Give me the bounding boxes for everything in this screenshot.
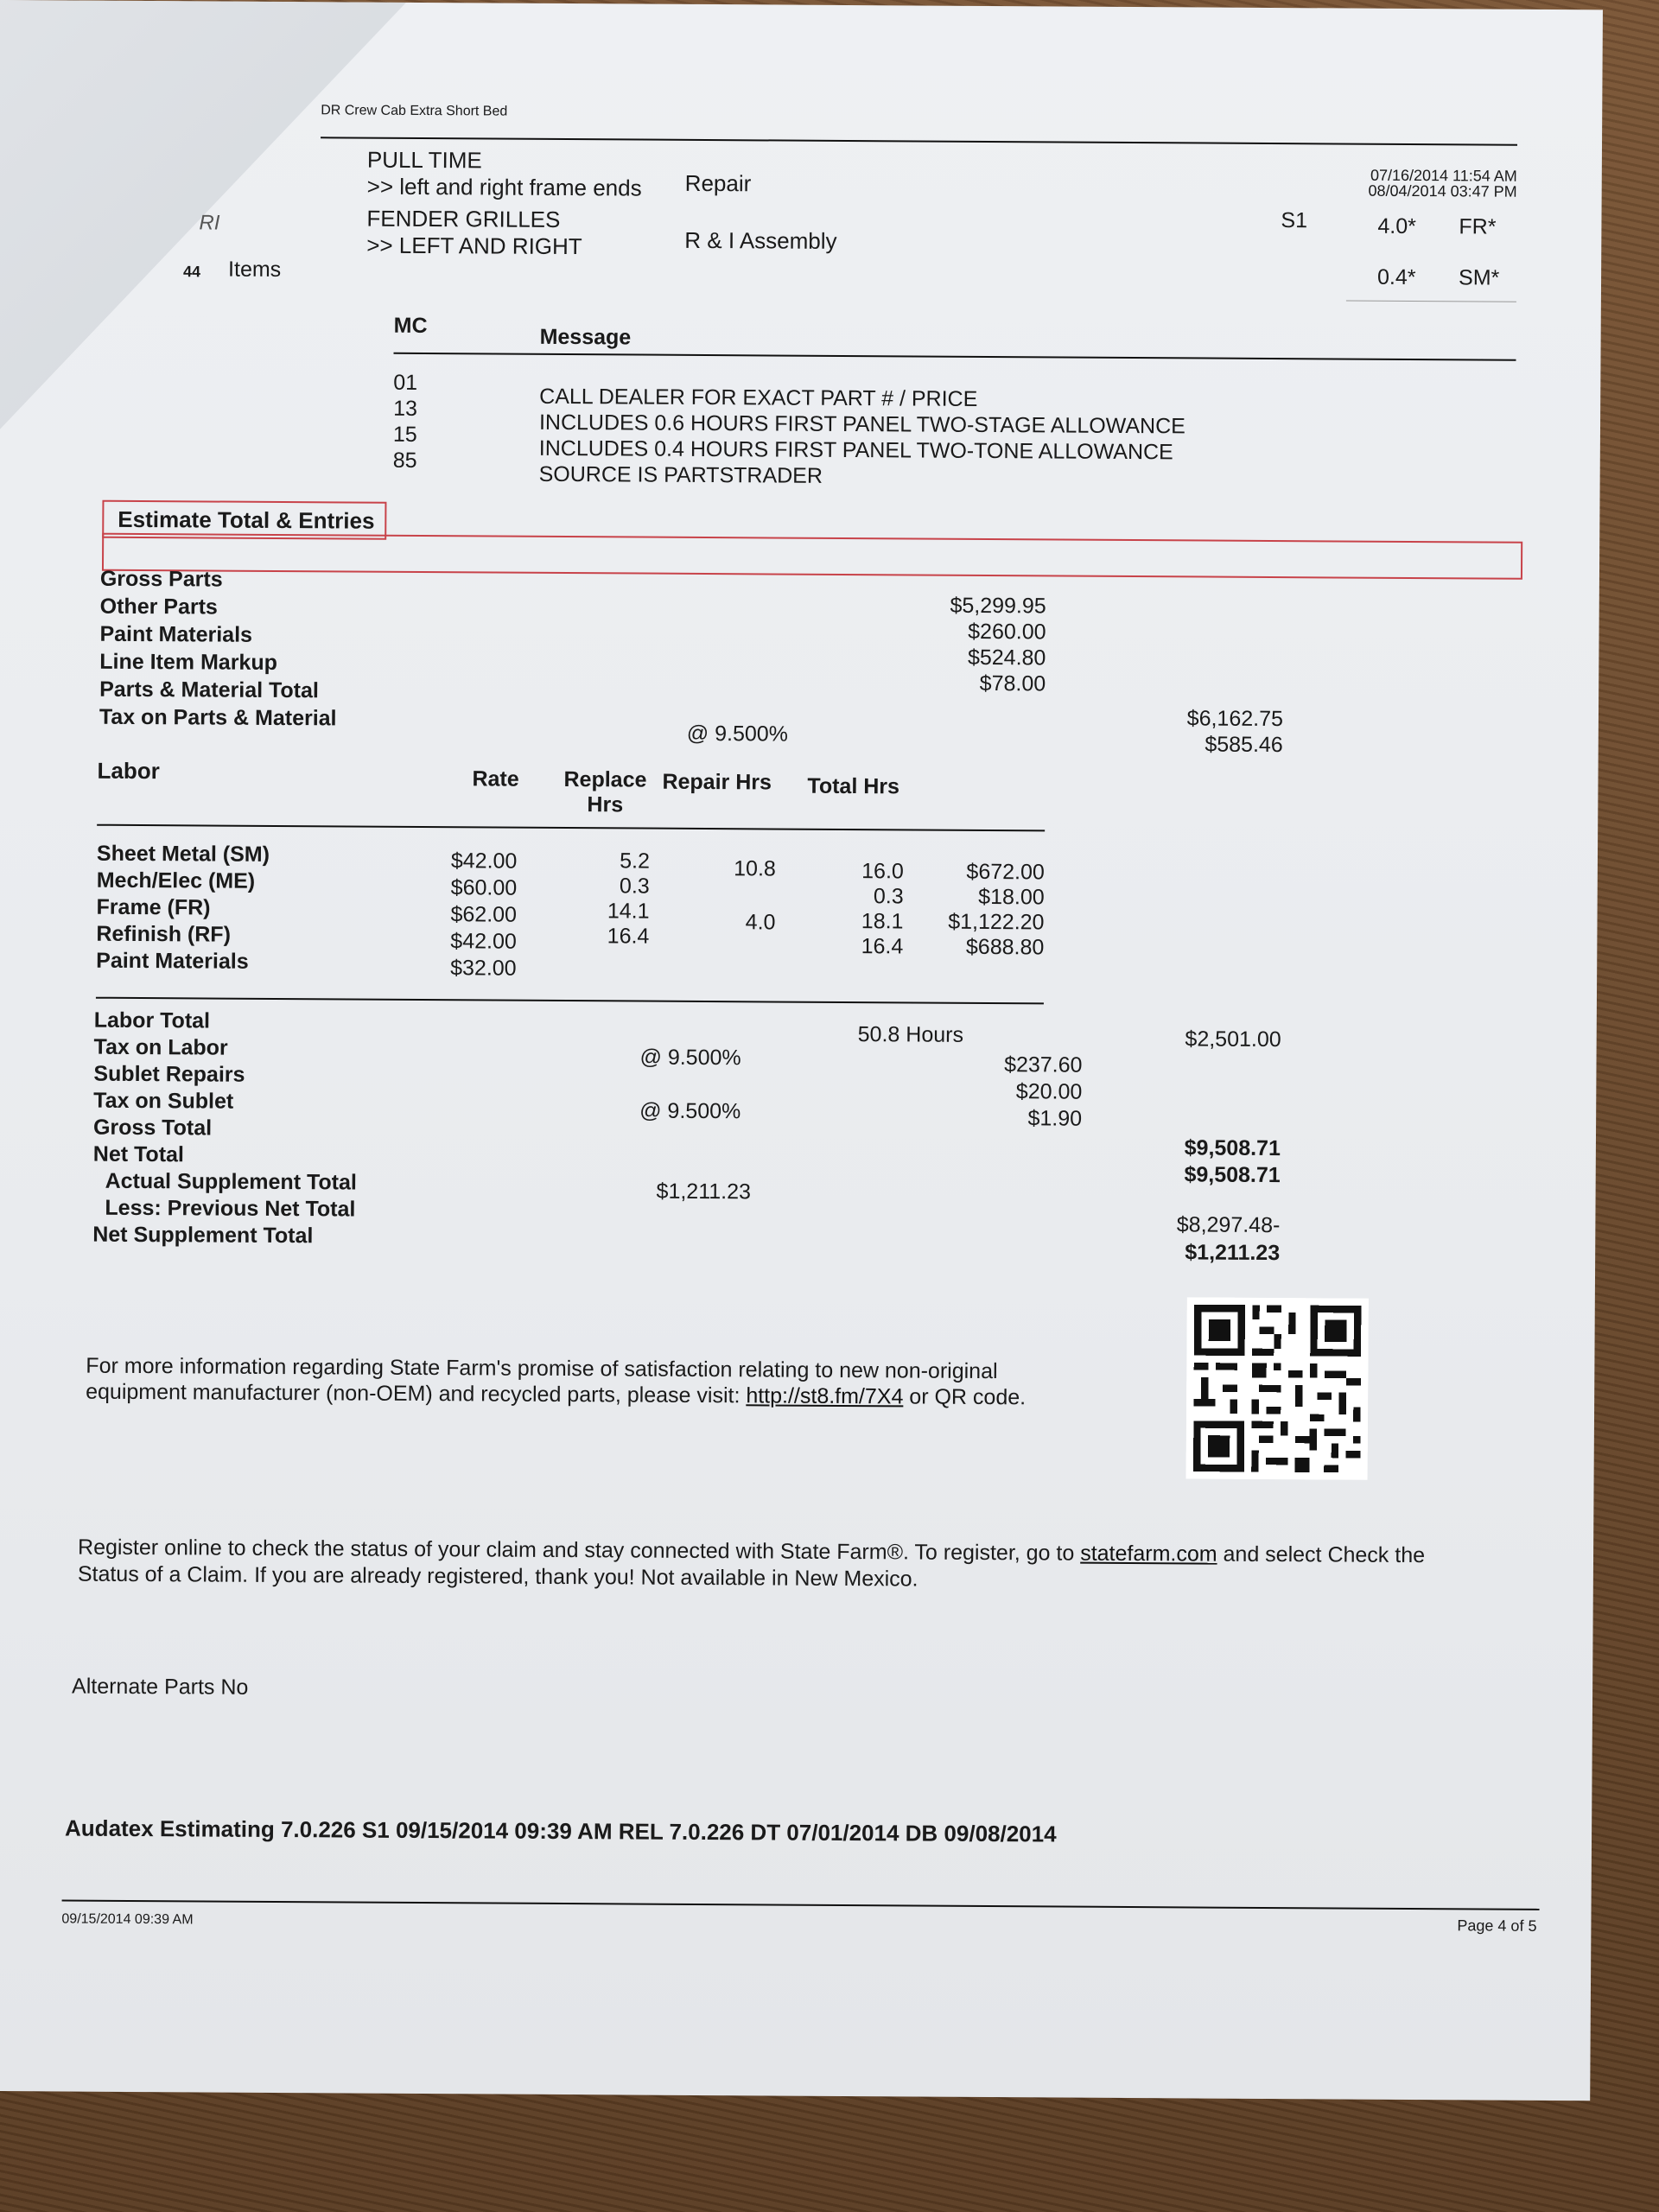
- line-item-rule: [1346, 301, 1516, 302]
- page-number: Page 4 of 5: [1457, 1916, 1537, 1935]
- message-column-header: Message: [539, 324, 632, 350]
- section-title: Estimate Total & Entries: [118, 505, 375, 534]
- labor-row-labels: Sheet Metal (SM) Mech/Elec (ME) Frame (FR) Refinish (RF) Paint Materials: [96, 841, 270, 974]
- footer-date: 09/15/2014 09:39 AM: [61, 1911, 194, 1928]
- register-notice: Register online to check the status of your claim and stay connected with State Farm®. To register, go to statefarm.com and select Check the Status of a Claim. If you are already registered, thank you! Not available in New Mexico.: [77, 1535, 1426, 1592]
- actual-supplement-value: $1,211.23: [656, 1179, 752, 1205]
- labor-header-replace: Replace Hrs: [563, 767, 647, 817]
- labor-hours-total: 50.8 Hours: [857, 1022, 964, 1047]
- summary-labels: Labor Total Tax on Labor Sublet Repairs Tax on Sublet Gross Total Net Total Actual Supplement Total Less: Previous Net Total Net Supplement Total: [92, 1007, 357, 1249]
- mc-codes: 01 13 15 85: [392, 370, 418, 473]
- line-item-operation: R & I Assembly: [684, 226, 837, 254]
- line-item-description: PULL TIME >> left and right frame ends: [366, 146, 642, 201]
- labor-header-repair: Repair Hrs: [662, 769, 772, 795]
- labor-repair-hours: 4.0: [745, 910, 776, 935]
- header-dates: 07/16/2014 11:54 AM 08/04/2014 03:47 PM: [1368, 166, 1517, 200]
- labor-replace-hours: 5.2 0.3 14.1 16.4: [607, 849, 651, 949]
- net-supplement-value: $1,211.23: [1185, 1240, 1281, 1266]
- labor-footer-rule: [96, 997, 1044, 1005]
- previous-net-value: $8,297.48-: [1176, 1212, 1281, 1238]
- alternate-parts: Alternate Parts No: [71, 1674, 249, 1700]
- labor-total-hours: 16.0 0.3 18.1 16.4: [861, 859, 904, 959]
- message-texts: CALL DEALER FOR EXACT PART # / PRICE INCLUDES 0.6 HOURS FIRST PANEL TWO-STAGE ALLOWANCE INCLUDES 0.4 HOURS FIRST PANEL TWO-TONE ALLOWANCE SOURCE IS PARTSTRADER: [538, 384, 1185, 488]
- statefarm-link[interactable]: statefarm.com: [1080, 1541, 1217, 1567]
- labor-rates: $42.00 $60.00 $62.00 $42.00 $32.00: [450, 849, 518, 981]
- tax-on-sublet-rate: @ 9.500%: [639, 1098, 741, 1124]
- line-item-description: FENDER GRILLES >> LEFT AND RIGHT: [366, 205, 582, 260]
- labor-total-value: $2,501.00: [1185, 1027, 1281, 1052]
- parts-values: $5,299.95 $260.00 $524.80 $78.00: [950, 593, 1046, 696]
- version-line: Audatex Estimating 7.0.226 S1 09/15/2014 09:39 AM REL 7.0.226 DT 07/01/2014 DB 09/08/2014: [64, 1815, 1057, 1847]
- header-rule: [321, 137, 1517, 145]
- item-count: 44: [183, 263, 201, 281]
- footer-rule: [62, 1899, 1540, 1910]
- non-oem-notice: For more information regarding State Farm's promise of satisfaction relating to new non-original equipment manufacturer (non-OEM) and recycled parts, please visit: http://st8.fm/7X4 or QR code.: [86, 1353, 1027, 1410]
- gross-net-totals: $9,508.71 $9,508.71: [1184, 1135, 1281, 1188]
- tax-on-labor-rate: @ 9.500%: [639, 1045, 741, 1071]
- line-item-operation: Repair: [684, 169, 752, 197]
- labor-header-label: Labor: [97, 757, 160, 785]
- vehicle-description: DR Crew Cab Extra Short Bed: [321, 103, 508, 119]
- items-label: Items: [228, 257, 282, 282]
- qr-code-image: [1186, 1297, 1369, 1479]
- line-item-code: S1: [1281, 208, 1308, 233]
- non-oem-link[interactable]: http://st8.fm/7X4: [746, 1383, 904, 1409]
- labor-header-rate: Rate: [472, 766, 519, 791]
- parts-labels: Gross Parts Other Parts Paint Materials Line Item Markup Parts & Material Total Tax on Parts & Material: [99, 566, 337, 731]
- line-item-labor-type: FR*: [1459, 214, 1497, 239]
- parts-totals: $6,162.75 $585.46: [1186, 706, 1284, 758]
- parts-tax-rate: @ 9.500%: [686, 721, 789, 747]
- line-item-labor-type: SM*: [1458, 265, 1500, 290]
- line-item-hours: 0.4*: [1376, 264, 1416, 290]
- labor-header-total: Total Hrs: [807, 773, 900, 799]
- tax-sublet-values: $237.60 $20.00 $1.90: [1004, 1052, 1083, 1131]
- message-rule: [394, 353, 1516, 361]
- side-label-ri: RI: [199, 211, 220, 235]
- mc-column-header: MC: [393, 313, 428, 339]
- labor-header-rule: [97, 824, 1045, 832]
- labor-repair-hours: 10.8: [734, 856, 776, 881]
- labor-amounts: $672.00 $18.00 $1,122.20 $688.80: [948, 859, 1045, 960]
- line-item-hours: 4.0*: [1377, 213, 1416, 239]
